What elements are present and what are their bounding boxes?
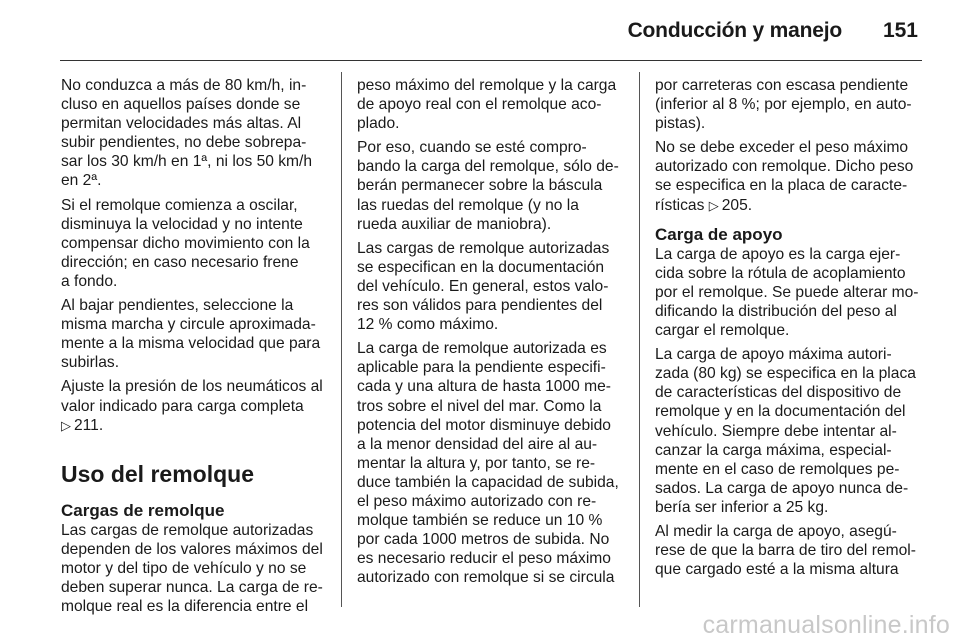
paragraph: Al medir la carga de apoyo, asegú- rese de que la barra de tiro del remol- que cargado esté a la misma altura bbox=[655, 522, 916, 579]
paragraph: La carga de remolque autorizada es aplicable para la pendiente especifi- cada y una altura de hasta 1000 me- tros sobre el nivel del mar. Como la potencia del motor disminuye debido a la menor densidad del aire al au- mentar la altura y, por tanto, se re- duce también la capacidad de subida, el peso máximo autorizado con re- molque también se reduce un 10 % por cada 1000 metros de subida. No es necesario reducir el peso máximo autorizado con remolque si se circula bbox=[357, 340, 619, 587]
paragraph: Al bajar pendientes, seleccione la misma marcha y circule aproximada- mente a la misma velocidad que para subirlas. bbox=[61, 297, 321, 372]
chevron-right-icon: ▷ bbox=[61, 417, 71, 433]
paragraph: No conduzca a más de 80 km/h, in- cluso en aquellos países donde se permitan velocidades más altas. Al subir pendientes, no debe sobrepa- sar los 30 km/h en 1ª, ni los 50 km/h en 2ª. bbox=[61, 77, 313, 190]
watermark: carmanualsonline.info bbox=[702, 611, 950, 639]
column-divider bbox=[341, 72, 342, 607]
subsection-heading: Cargas de remolque bbox=[61, 500, 225, 520]
paragraph: Si el remolque comienza a oscilar, disminuya la velocidad y no intente compensar dicho movimiento con la dirección; en caso necesario frene a fondo. bbox=[61, 196, 310, 290]
page-number: 151 bbox=[882, 19, 918, 42]
paragraph: No se debe exceder el peso máximo autorizado con remolque. Dicho peso se especifica en la placa de caracte- rísticas ▷ 205. bbox=[655, 139, 914, 214]
paragraph: La carga de apoyo es la carga ejer- cida sobre la rótula de acoplamiento por el remolque. Se puede alterar mo- dificando la distribución del peso al cargar el remolque. bbox=[655, 245, 919, 340]
paragraph: peso máximo del remolque y la carga de apoyo real con el remolque aco- plado. bbox=[357, 77, 617, 133]
page-reference-link[interactable]: ▷ 205. bbox=[708, 196, 753, 214]
text-column-1 bbox=[61, 76, 327, 621]
page-reference-link[interactable]: ▷ 211. bbox=[61, 416, 104, 434]
paragraph: La carga de apoyo máxima autori- zada (80 kg) se especifica en la placa de características del dispositivo de remolque y en la documentación del vehículo. Siempre debe intentar al- canzar la carga máxima, especial- mente en el caso de remolques pe- sados. La carga de apoyo nunca de- bería ser inferior a 25 kg. bbox=[655, 346, 916, 516]
chevron-right-icon: ▷ bbox=[708, 197, 719, 213]
column-divider bbox=[639, 72, 640, 607]
page-header bbox=[0, 0, 960, 62]
paragraph: por carreteras con escasa pendiente (inferior al 8 %; por ejemplo, en auto- pistas). bbox=[655, 77, 912, 133]
section-heading: Uso del remolque bbox=[61, 460, 254, 487]
text-column-2 bbox=[357, 76, 625, 592]
paragraph: Las cargas de remolque autorizadas se especifican en la documentación del vehículo. En general, estos valo- res son válidos para pendientes del 12 % como máximo. bbox=[357, 239, 610, 334]
paragraph: Las cargas de remolque autorizadas dependen de los valores máximos del motor y del tipo de vehículo y no se deben superar nunca. La carga de re- molque real es la diferencia entre el bbox=[61, 521, 323, 616]
paragraph: Por eso, cuando se esté compro- bando la carga del remolque, sólo de- berán permanecer sobre la báscula las ruedas del remolque (y no la rueda auxiliar de maniobra). bbox=[357, 139, 619, 233]
subsection-heading: Carga de apoyo bbox=[655, 224, 783, 244]
text-column-3 bbox=[655, 76, 923, 584]
section-title: Conducción y manejo bbox=[627, 19, 842, 42]
header-divider bbox=[60, 60, 922, 61]
paragraph: Ajuste la presión de los neumáticos al valor indicado para carga completa ▷ 211. bbox=[61, 377, 327, 434]
